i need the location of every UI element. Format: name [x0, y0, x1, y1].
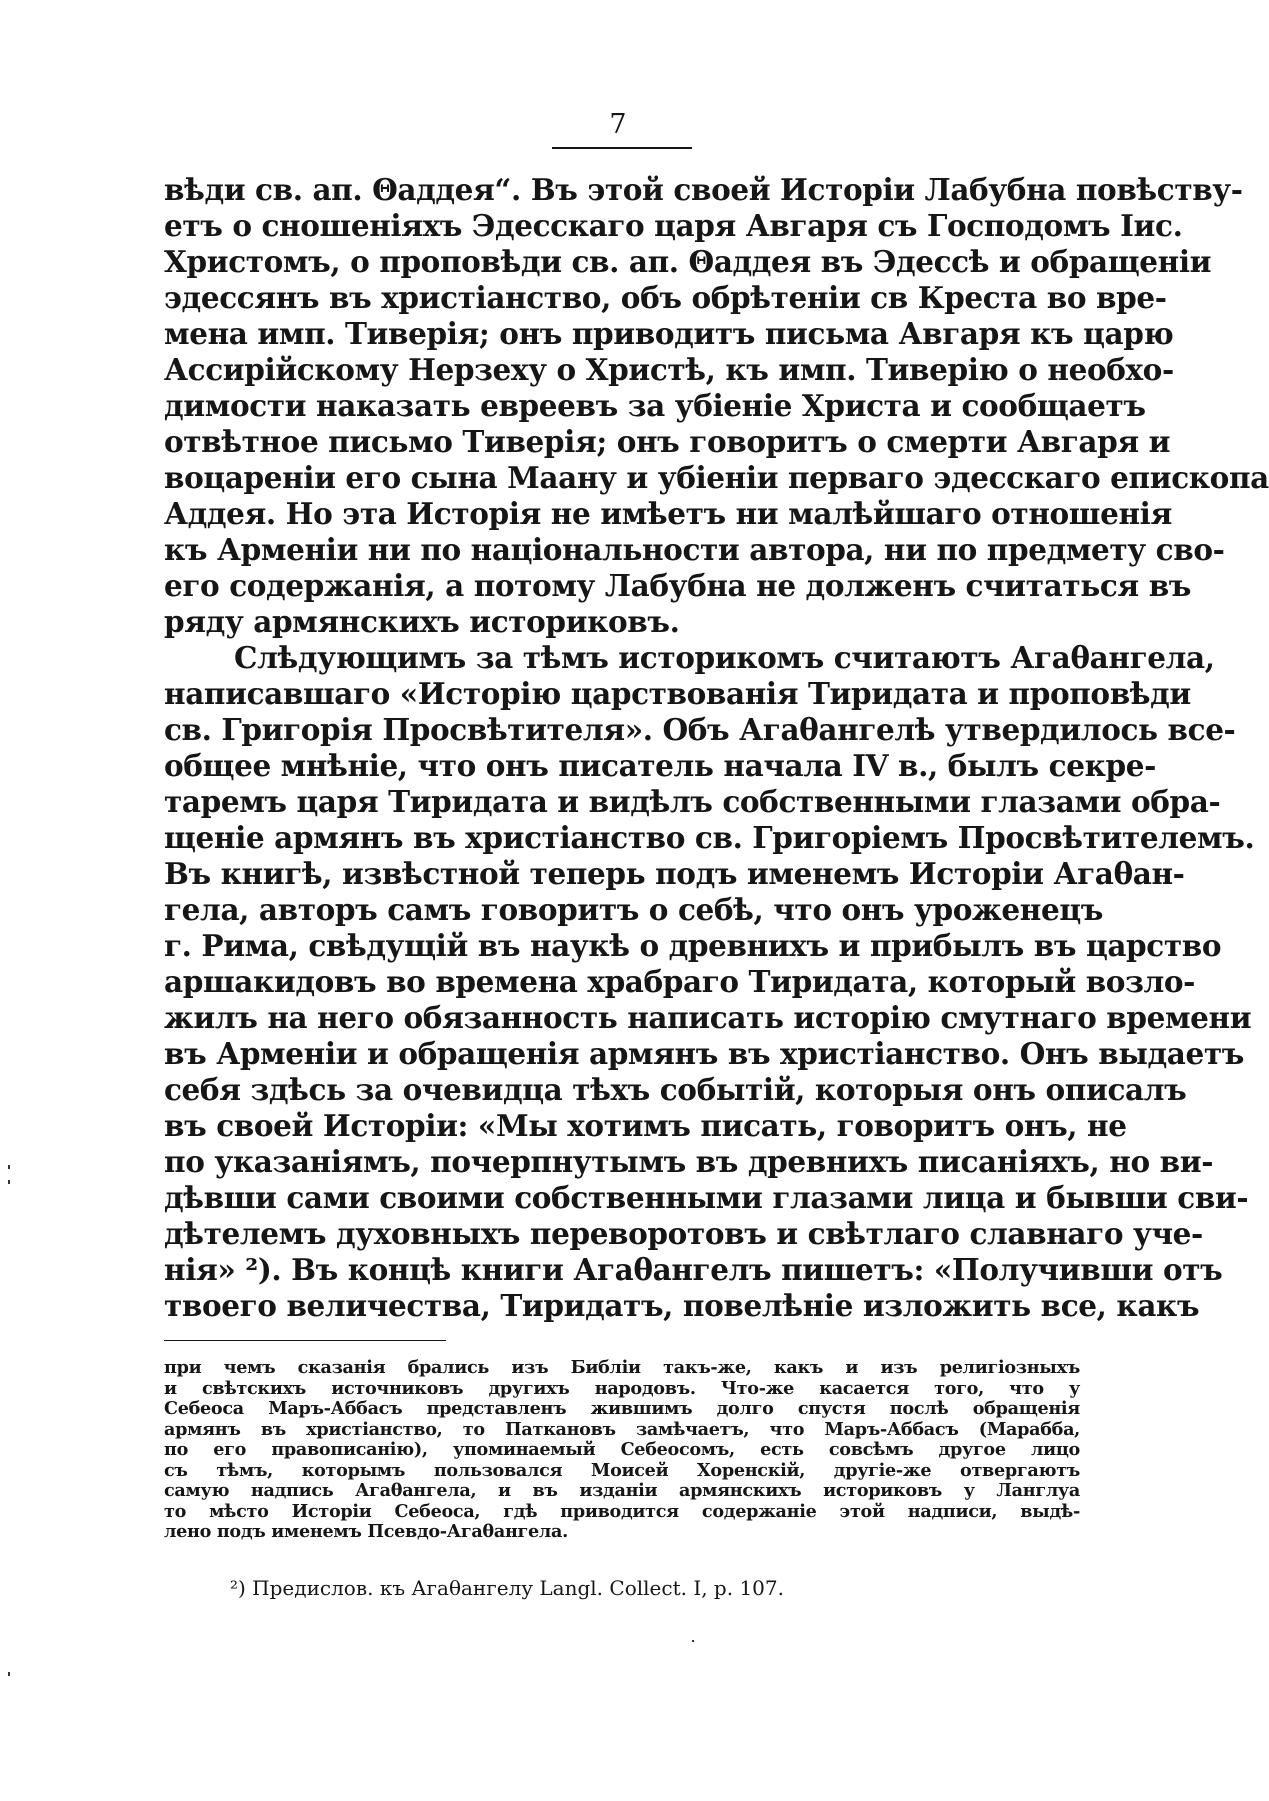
main-text: [164, 172, 1269, 1324]
text-line: св. Григорія Просвѣтителя». Объ Агаθангелѣ утвердилось все-: [164, 712, 1236, 747]
scan-speck: [8, 1672, 10, 1676]
text-line: вѣди св. ап. Θаддея“. Въ этой своей Исторіи Лабубна повѣству-: [164, 172, 1243, 207]
text-line: Аддея. Но эта Исторія не имѣетъ ни малѣйшаго отношенія: [164, 496, 1172, 531]
text-line: дѣтелемъ духовныхъ переворотовъ и свѣтлаго славнаго уче-: [164, 1216, 1203, 1251]
text-line: г. Рима, свѣдущій въ наукѣ о древнихъ и прибылъ въ царство: [164, 928, 1222, 963]
text-line: въ Арменіи и обращенія армянъ въ христіанство. Онъ выдаетъ: [164, 1036, 1244, 1071]
footnote-line: лено подъ именемъ Псевдо-Агаθангела.: [164, 1521, 568, 1542]
footnote-line: и свѣтскихъ источниковъ другихъ народовъ. Что-же касается того, что у: [164, 1377, 1080, 1399]
text-line: воцареніи его сына Маану и убіеніи перваго эдесскаго епископа: [164, 460, 1269, 495]
text-line: эдессянъ въ христіанство, объ обрѣтеніи св Креста во вре-: [164, 280, 1167, 315]
text-line: Ассирійскому Нерзеху о Христѣ, къ имп. Тиверію о необхо-: [164, 352, 1174, 387]
footnote-line: по его правописанію), упоминаемый Себеосомъ, есть совсѣмъ другое лицо: [164, 1439, 1080, 1460]
text-line: Христомъ, о проповѣди св. ап. Θаддея въ Эдессѣ и обращеніи: [164, 244, 1212, 279]
text-line: дѣвши сами своими собственными глазами лица и бывши сви-: [164, 1180, 1249, 1215]
footnote-line: самую надпись Агаθангела, и въ изданіи армянскихъ историковъ у Ланглуа: [164, 1480, 1080, 1501]
page-number-rule: [552, 147, 692, 149]
page-number: 7: [609, 109, 627, 140]
scan-speck: [8, 1180, 10, 1184]
text-line: ряду армянскихъ историковъ.: [164, 604, 680, 639]
text-line: етъ о сношеніяхъ Эдесскаго царя Авгаря съ Господомъ Іис.: [164, 208, 1183, 243]
footnote-line: съ тѣмъ, которымъ пользовался Моисей Хоренскій, другіе-же отвергаютъ: [164, 1459, 1080, 1481]
text-line: въ своей Исторіи: «Мы хотимъ писать, говоритъ онъ, не: [164, 1108, 1127, 1143]
text-line: написавшаго «Исторію царствованія Тиридата и проповѣди: [164, 676, 1191, 711]
footnote-2: ²) Предислов. къ Агаθангелу Langl. Collect. I, p. 107.: [230, 1576, 784, 1600]
text-line: себя здѣсь за очевидца тѣхъ событій, которыя онъ описалъ: [164, 1072, 1187, 1107]
footnote-line: армянъ въ христіанство, то Паткановъ замѣчаетъ, что Маръ-Аббасъ (Марабба,: [164, 1418, 1080, 1440]
text-line: общее мнѣніе, что онъ писатель начала IV в., былъ секре-: [164, 748, 1156, 783]
text-line: Въ книгѣ, извѣстной теперь подъ именемъ Исторіи Агаθан-: [164, 856, 1185, 891]
footnote-line: при чемъ сказанія брались изъ Библіи такъ-же, какъ и изъ религіозныхъ: [164, 1357, 1080, 1378]
text-line: таремъ царя Тиридата и видѣлъ собственными глазами обра-: [164, 784, 1221, 819]
scan-speck: [692, 1640, 694, 1642]
text-line: мена имп. Тиверія; онъ приводитъ письма Авгаря къ царю: [164, 316, 1174, 351]
scan-speck: [8, 1165, 10, 1169]
text-line: гела, авторъ самъ говоритъ о себѣ, что онъ уроженецъ: [164, 892, 1103, 927]
footnote-continuation: [164, 1358, 1080, 1543]
footnote-line: Себеоса Маръ-Аббасъ представленъ жившимъ долго спустя послѣ обращенія: [164, 1398, 1080, 1419]
text-line: Слѣдующимъ за тѣмъ историкомъ считаютъ Агаθангела,: [234, 640, 1215, 675]
text-line: аршакидовъ во времена храбраго Тиридата, который возло-: [164, 964, 1196, 999]
text-line: къ Арменіи ни по національности автора, ни по предмету сво-: [164, 532, 1225, 567]
footnote-line: то мѣсто Исторіи Себеоса, гдѣ приводится содержаніе этой надписи, выдѣ-: [164, 1500, 1080, 1522]
text-line: отвѣтное письмо Тиверія; онъ говоритъ о смерти Авгаря и: [164, 424, 1171, 459]
text-line: по указаніямъ, почерпнутымъ въ древнихъ писаніяхъ, но ви-: [164, 1144, 1214, 1179]
text-line: твоего величества, Тиридатъ, повелѣніе изложить все, какъ: [164, 1288, 1200, 1323]
text-line: димости наказать евреевъ за убіеніе Христа и сообщаетъ: [164, 388, 1146, 423]
footnote-separator: [164, 1340, 446, 1341]
text-line: жилъ на него обязанность написать исторію смутнаго времени: [164, 1000, 1252, 1035]
text-line: его содержанія, а потому Лабубна не долженъ считаться въ: [164, 568, 1192, 603]
text-line: щеніе армянъ въ христіанство св. Григоріемъ Просвѣтителемъ.: [164, 820, 1255, 855]
text-line: нія» ²). Въ концѣ книги Агаθангелъ пишетъ: «Получивши отъ: [164, 1252, 1223, 1287]
